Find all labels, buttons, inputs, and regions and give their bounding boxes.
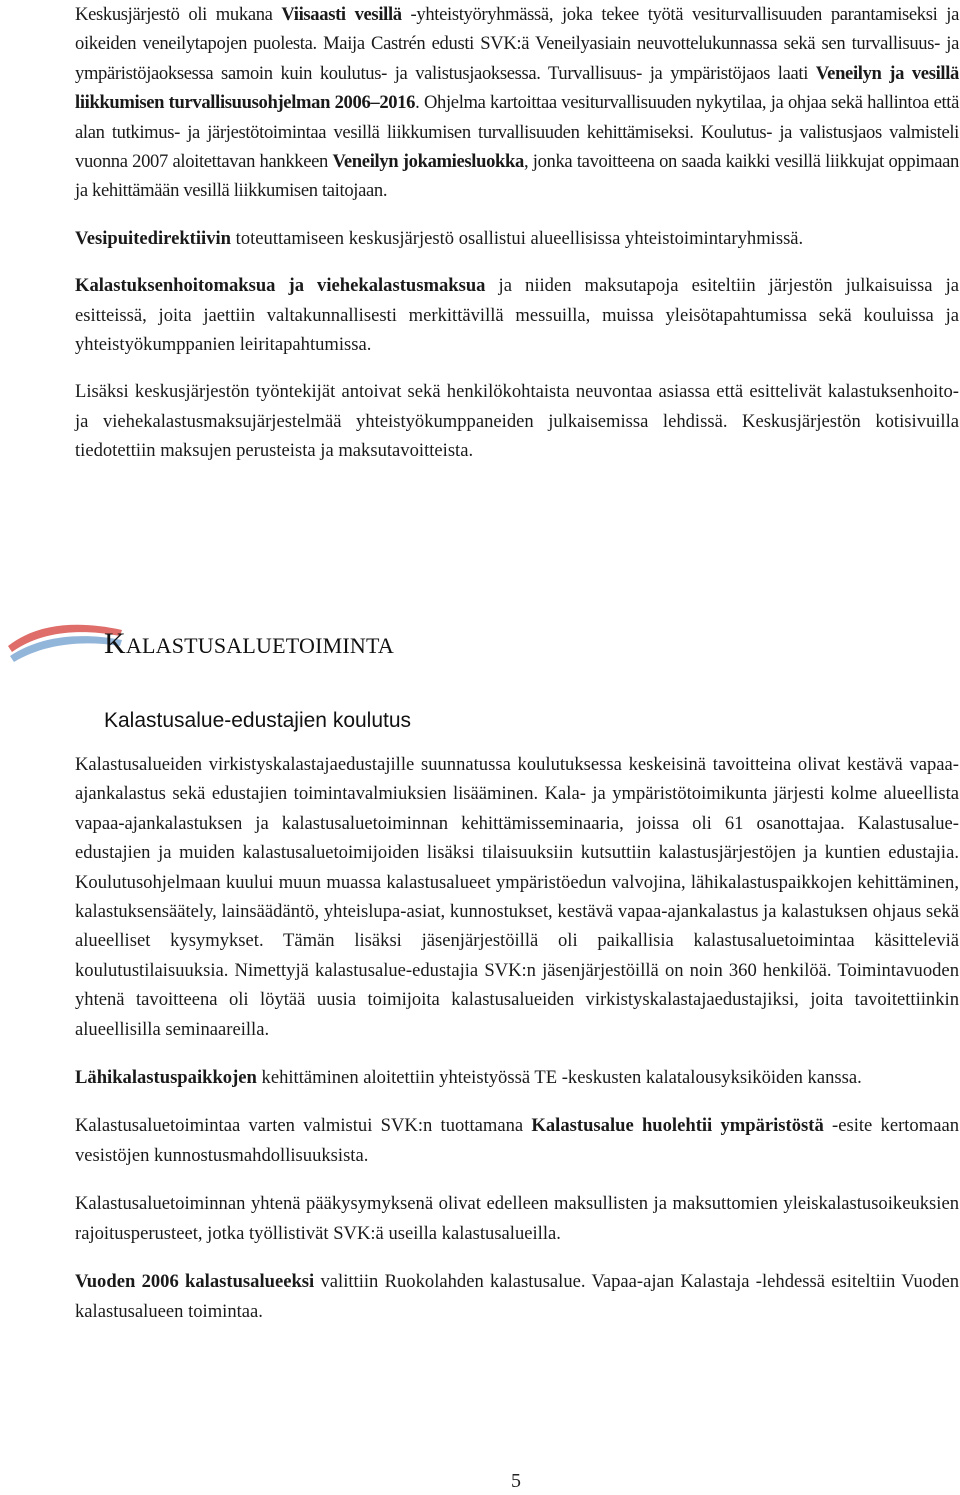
bold-term-lahikalastuspaikkojen: Lähikalastuspaikkojen (75, 1067, 257, 1089)
paragraph-lahikalastuspaikat (75, 1063, 959, 1092)
paragraph-viisaasti-vesilla (75, 0, 959, 206)
paragraph-neuvonta: Lisäksi keskusjärjestön työntekijät antoivat sekä henkilökohtaista neuvontaa asiassa että esittelivät kalastuksenhoito- ja viehekalastusmaksujärjestelmää yhteistyökumppaneiden julkaisemissa lehdissä. Keskusjärjestön kotisivuilla tiedotettiin maksujen perusteista ja maksutavoitteista. (75, 381, 959, 462)
bold-term-jokamiesluokka: Veneilyn jokamiesluokka (332, 151, 524, 173)
page-number: 5 (511, 1470, 521, 1492)
paragraph-vuoden-kalastusalue (75, 1267, 959, 1326)
subheading: Kalastusalue-edustajien koulutus (104, 709, 412, 732)
bold-term-viisaasti-vesilla: Viisaasti vesillä (281, 4, 402, 25)
paragraph-yleiskalastusoikeudet: Kalastusaluetoiminnan yhtenä pääkysymyksenä olivat edelleen maksullisten ja maksuttomien yleiskalastusoikeuksien rajoitusperusteet, jotka työllistivät SVK:ä useilla kalastusalueilla. (75, 1193, 959, 1244)
text-run: toteuttamiseen keskusjärjestö osallistui alueellisissa yhteistoimintaryhmissä. (231, 227, 804, 249)
text-run: . Ohjelma kartoittaa vesiturvallisuuden nykytilaa, ja ohjaa sekä hallintoa että alan tutkimus- ja järjestötoimintaa vesillä liikkumisen turvallisuuden kehittämiseksi. Koulutus- ja valistusjaos valmisteli vuonna 2007 aloitettavan hankkeen (75, 92, 960, 173)
paragraph-kalastuksenhoitomaksu (75, 271, 959, 359)
bold-term-vuoden-kalastusalue: Vuoden 2006 kalastusalueeksi (75, 1271, 315, 1293)
text-run: -yhteistyöryhmässä, joka tekee työtä vesiturvallisuuden parantamiseksi ja oikeiden veneilytapojen puolesta. Maija Castrén edusti SVK:ä Veneilyasiain neuvottelukunnassa sekä sen turvallisuus- ja ympäristöjaoksessa samoin kuin koulutus- ja valistusjaoksessa. Turvallisuus- ja ympäristöjaos laati (75, 4, 959, 84)
text-run: Kalastusaluetoimintaa varten valmistui SVK:n tuottamana (75, 1115, 532, 1137)
upper-text-block (75, 0, 959, 484)
text-run: -esite kertomaan vesistöjen kunnostusmahdollisuuksista. (75, 1115, 959, 1166)
text-run: Keskusjärjestö oli mukana (75, 4, 282, 25)
section-title (104, 626, 394, 664)
bold-term-vesipuitedirektiivi: Vesipuitedirektiivin (75, 227, 232, 249)
bold-term-kalastuksenhoitomaksu: Kalastuksenhoitomaksua ja viehekalastusmaksua (75, 275, 486, 297)
paragraph-esite (75, 1111, 959, 1170)
text-run: valittiin Ruokolahden kalastusalue. Vapaa-ajan Kalastaja -lehdessä esiteltiin Vuoden kalastusalueen toimintaa. (75, 1271, 959, 1322)
paragraph-vesipuitedirektiivi (75, 224, 959, 253)
bold-term-turvallisuusohjelma: Veneilyn ja vesillä liikkumisen turvallisuusohjelman 2006–2016 (75, 62, 959, 114)
lower-text-block (75, 750, 959, 1345)
text-run: ja niiden maksutapoja esiteltiin järjestön julkaisuissa ja esitteissä, joita jaettiin valtakunnallisesti merkittävillä messuilla, muissa yleisötapahtumissa sekä kouluissa ja yhteistyökumppanien leiritapahtumissa. (75, 275, 960, 356)
text-run: kehittäminen aloitettiin yhteistyössä TE -keskusten kalatalousyksiköiden kanssa. (256, 1067, 862, 1089)
section-title-rest: ALASTUSALUETOIMINTA (125, 633, 394, 658)
bold-term-esite: Kalastusalue huolehtii ympäristöstä (531, 1115, 824, 1137)
text-run: , jonka tavoitteena on saada kaikki vesillä liikkujat oppimaan ja kehittämään vesillä liikkumisen taitojaan. (75, 151, 960, 202)
paragraph-koulutus: Kalastusalueiden virkistyskalastajaedustajille suunnatussa koulutuksessa keskeisinä tavoitteina olivat kestävä vapaa-ajankalastus sekä edustajien toimintavalmiuksien lisääminen. Kala- ja ympäristötoimikunta järjesti kolme alueellista vapaa-ajankalastuksen ja kalastusaluetoiminnan kehittämisseminaaria, joissa oli 61 osanottajaa. Kalastusalue-edustajien ja muiden kalastusaluetoimijoiden lisäksi tilaisuuksiin kutsuttiin kalastusjärjestöjen ja kuntien edustajia. Koulutusohjelmaan kuului muun muassa kalastusalueet ympäristöedun valvojina, lähikalastuspaikkojen kehittäminen, kalastuksensäätely, lainsäädäntö, yhteislupa-asiat, kunnostukset, kestävä vapaa-ajankalastus ja kalastuksen ohjaus sekä alueelliset kysymykset. Tämän lisäksi jäsenjärjestöillä oli paikallisia kalastusaluetoimintaa käsitteleviä koulutustilaisuuksia. Nimettyjä kalastusalue-edustajia SVK:n jäsenjärjestöillä on noin 360 henkilöä. Toimintavuoden yhtenä tavoitteena oli löytää uusia toimijoita kalastusalueiden virkistyskalastajaedustajiksi, joita tavoitettiinkin alueellisilla seminaareilla. (75, 754, 959, 1040)
section-title-initial: K (104, 627, 126, 660)
